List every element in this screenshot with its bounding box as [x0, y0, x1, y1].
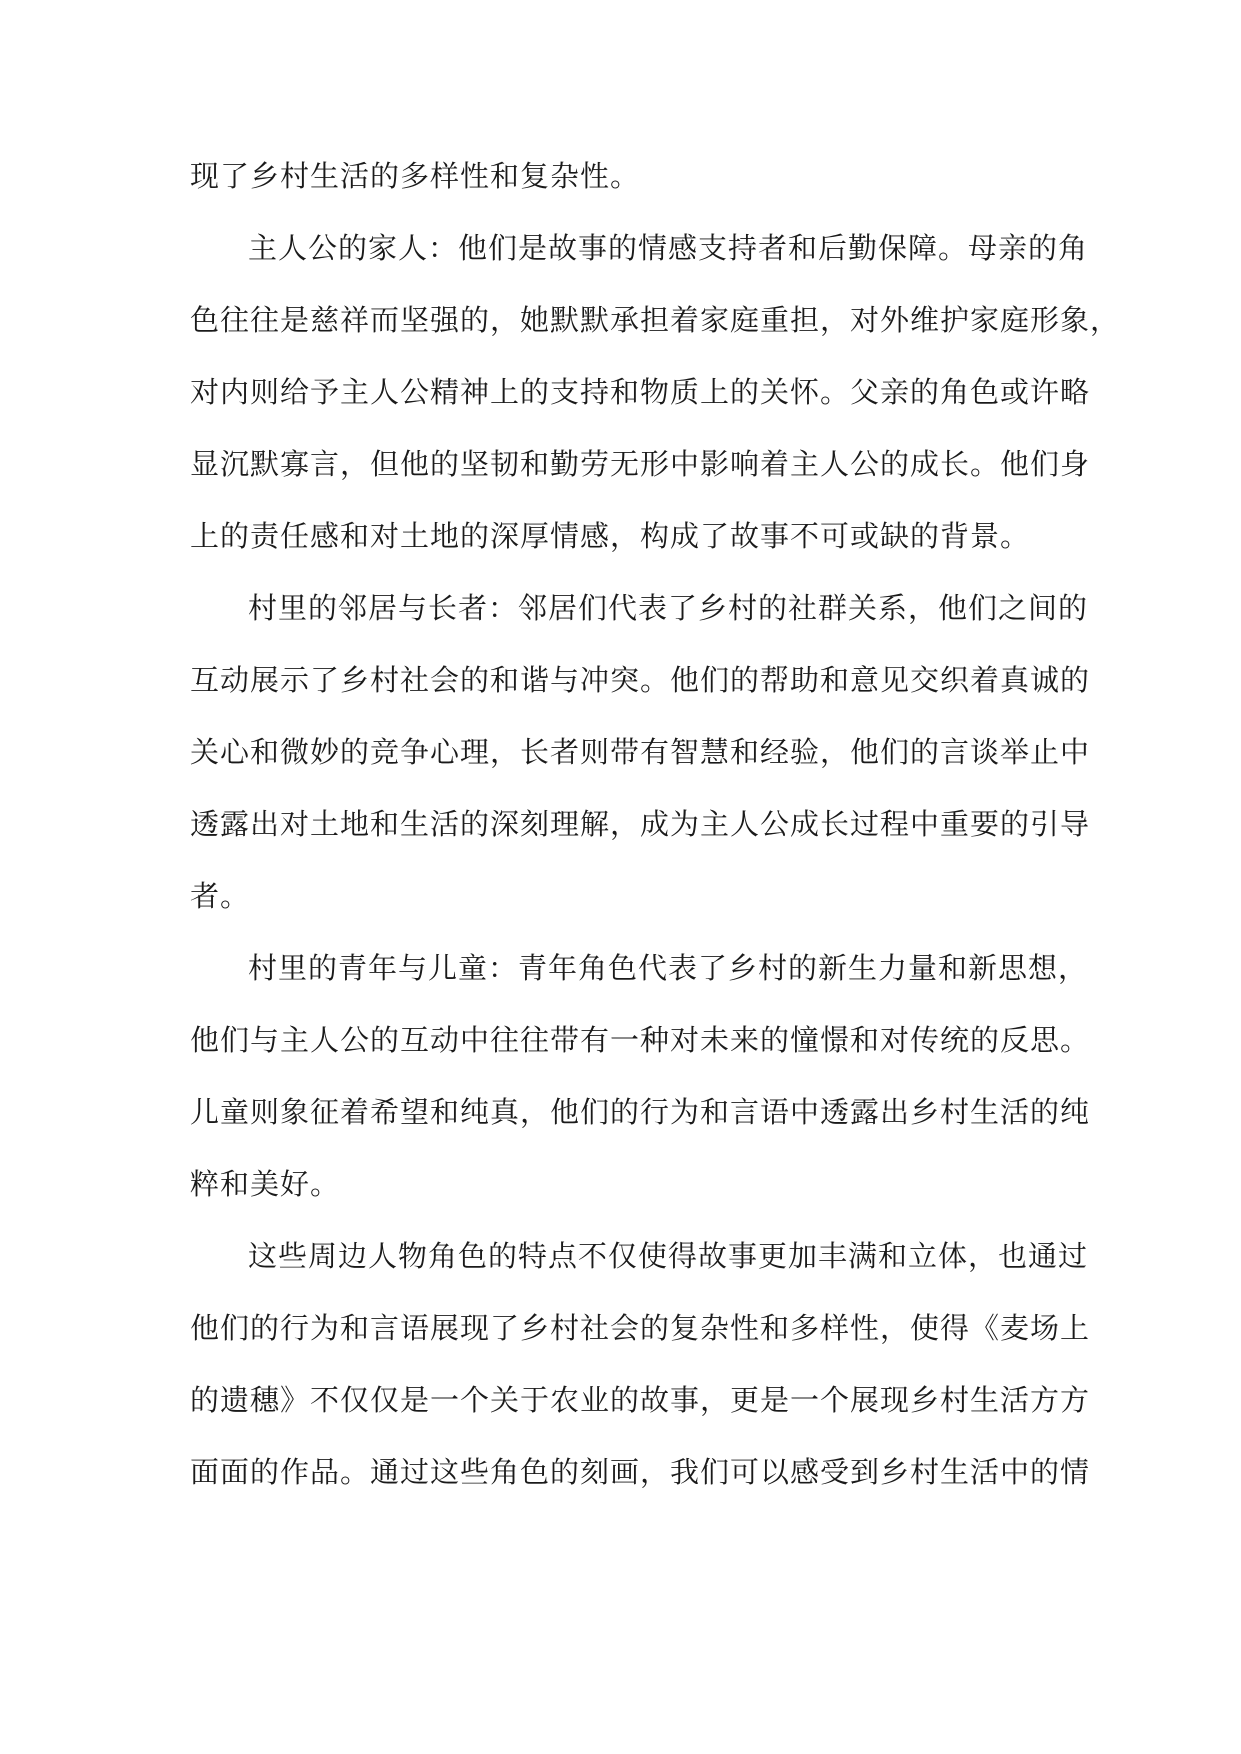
- text-line: 互动展示了乡村社会的和谐与冲突。他们的帮助和意见交织着真诚的: [190, 663, 1091, 697]
- text-line: 显沉默寡言，但他的坚韧和勤劳无形中影响着主人公的成长。他们身: [190, 447, 1091, 481]
- text-line: 现了乡村生活的多样性和复杂性。: [190, 159, 641, 193]
- text-line: 面面的作品。通过这些角色的刻画，我们可以感受到乡村生活中的情: [190, 1455, 1091, 1489]
- text-line: 儿童则象征着希望和纯真，他们的行为和言语中透露出乡村生活的纯: [190, 1095, 1091, 1129]
- text-line: 上的责任感和对土地的深厚情感，构成了故事不可或缺的背景。: [190, 519, 1031, 553]
- text-line: 对内则给予主人公精神上的支持和物质上的关怀。父亲的角色或许略: [190, 375, 1091, 409]
- paragraph-summary: [190, 1220, 1091, 1508]
- text-line: 他们与主人公的互动中往往带有一种对未来的憧憬和对传统的反思。: [190, 1023, 1091, 1057]
- paragraph-continuation: [190, 140, 1060, 212]
- text-line: 村里的邻居与长者：邻居们代表了乡村的社群关系，他们之间的: [248, 591, 1089, 625]
- text-line: 的遗穗》不仅仅是一个关于农业的故事，更是一个展现乡村生活方方: [190, 1383, 1091, 1417]
- text-line: 色往往是慈祥而坚强的，她默默承担着家庭重担，对外维护家庭形象，: [190, 303, 1121, 337]
- paragraph-youth: [190, 932, 1091, 1220]
- text-line: 者。: [190, 879, 251, 913]
- text-line: 村里的青年与儿童：青年角色代表了乡村的新生力量和新思想，: [248, 951, 1089, 985]
- text-line: 主人公的家人：他们是故事的情感支持者和后勤保障。母亲的角: [248, 231, 1089, 265]
- text-line: 关心和微妙的竞争心理，长者则带有智慧和经验，他们的言谈举止中: [190, 735, 1091, 769]
- text-line: 透露出对土地和生活的深刻理解，成为主人公成长过程中重要的引导: [190, 807, 1091, 841]
- paragraph-neighbors: [190, 572, 1091, 932]
- paragraph-family: [190, 212, 1121, 572]
- document-body: [190, 140, 1121, 1508]
- text-line: 这些周边人物角色的特点不仅使得故事更加丰满和立体，也通过: [248, 1239, 1089, 1273]
- text-line: 粹和美好。: [190, 1167, 341, 1201]
- text-line: 他们的行为和言语展现了乡村社会的复杂性和多样性，使得《麦场上: [190, 1311, 1091, 1345]
